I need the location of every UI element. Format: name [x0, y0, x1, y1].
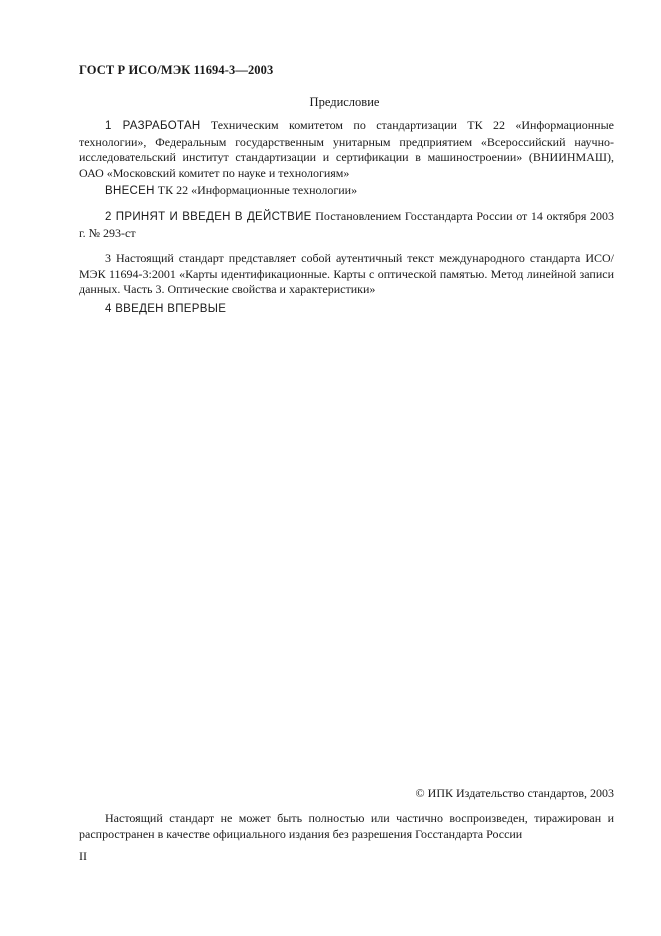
preface-item-first-introduced — [79, 301, 614, 318]
preface-item-lead: 2 ПРИНЯТ И ВВЕДЕН В ДЕЙСТВИЕ — [105, 211, 312, 223]
preface-item-adopted — [79, 209, 614, 241]
preface-item-lead: ВНЕСЕН — [105, 185, 155, 197]
copyright-notice: © ИПК Издательство стандартов, 2003 — [415, 786, 614, 800]
preface-item-lead: 1 РАЗРАБОТАН — [105, 120, 201, 132]
preface-item-developed — [79, 118, 614, 181]
reproduction-notice: Настоящий стандарт не может быть полностью или частично воспроизведен, тиражирован и распространен в качестве официального издания без разрешения Госстандарта России — [79, 811, 614, 841]
preface-item-text: ТК 22 «Информационные технологии» — [154, 183, 358, 197]
preface-item-text: Постановлением Госстандарта России от 14 октября 2003 г. № 293-ст — [79, 209, 614, 240]
preface-item-lead: 4 ВВЕДЕН ВПЕРВЫЕ — [105, 303, 227, 315]
preface-title: Предисловие — [309, 95, 380, 109]
preface-item-authentic-text — [79, 251, 614, 298]
preface-item-lead: 3 — [105, 251, 111, 265]
preface-item-introduced — [79, 183, 614, 200]
standard-code-header: ГОСТ Р ИСО/МЭК 11694-3—2003 — [79, 63, 274, 77]
page-number: II — [79, 849, 87, 863]
preface-item-text: Техническим комитетом по стандартизации ТК 22 «Информационные технологии», Федеральным государственным унитарным предприятием «Всероссийский научно-исследовательский институт стандартизации и сертификации в машиностроении» (ВНИИНМАШ), ОАО «Московский комитет по науке и технологиям» — [79, 118, 614, 180]
preface-item-text: Настоящий стандарт представляет собой аутентичный текст международного стандарта ИСО/МЭК 11694-3:2001 «Карты идентификационные. Карты с оптической памятью. Метод линейной записи данных. Часть 3. Оптические свойства и характеристики» — [79, 251, 614, 296]
